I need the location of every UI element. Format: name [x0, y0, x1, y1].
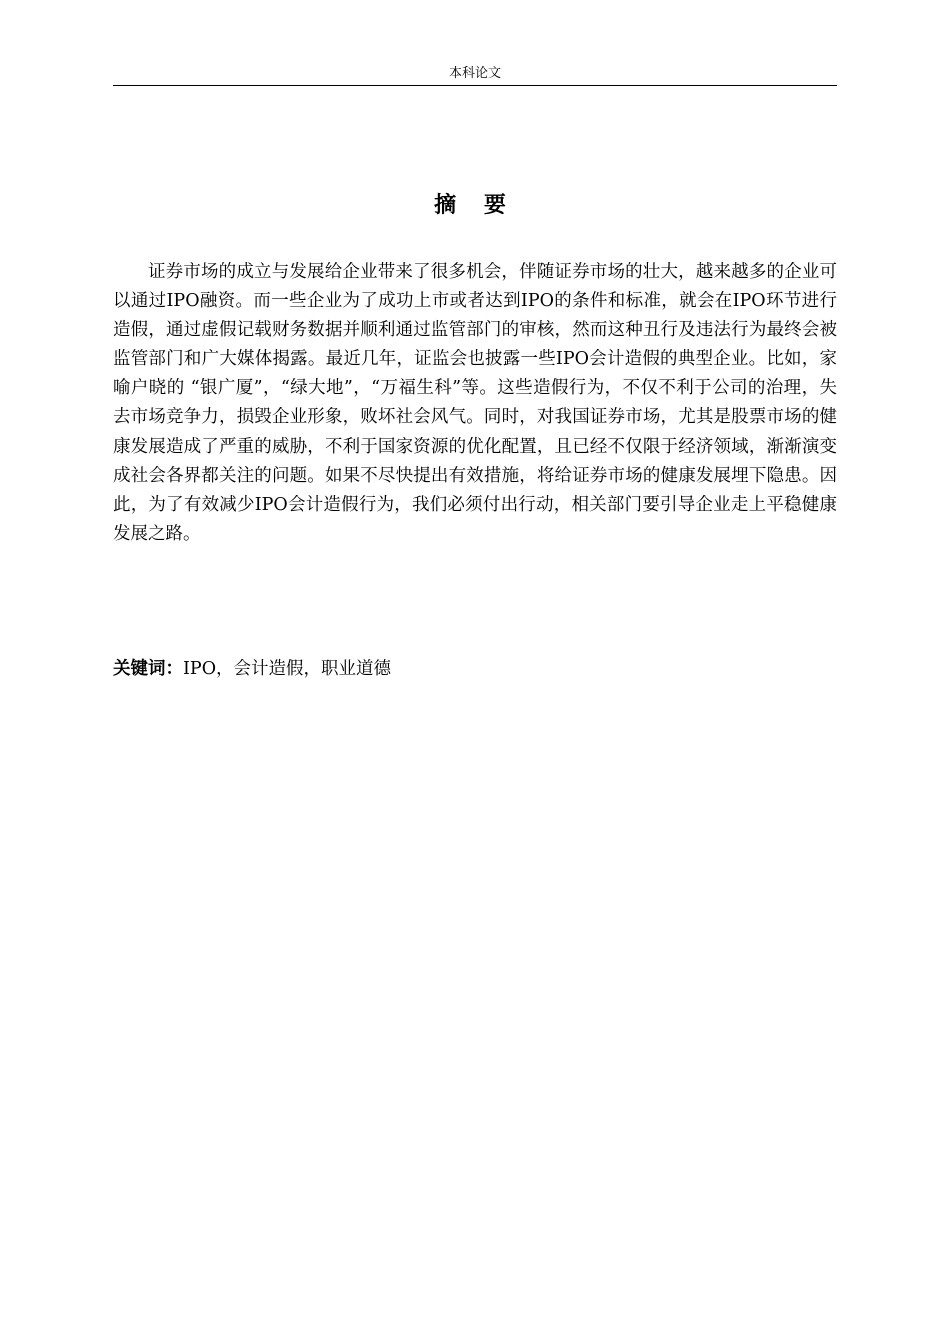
abstract-heading: 摘 要 [434, 193, 516, 218]
abstract-paragraph: 证券市场的成立与发展给企业带来了很多机会，伴随证券市场的壮大，越来越多的企业可以通过IPO融资。而一些企业为了成功上市或者达到IPO的条件和标准，就会在IPO环节进行造假，通过虚假记载财务数据并顺利通过监管部门的审核，然而这种丑行及违法行为最终会被监管部门和广大媒体揭露。最近几年，证监会也披露一些IPO会计造假的典型企业。比如，家喻户晓的 “银广厦”，“绿大地”，“万福生科”等。这些造假行为，不仅不利于公司的治理，失去市场竞争力，损毁企业形象，败坏社会风气。同时，对我国证券市场，尤其是股票市场的健康发展造成了严重的威胁，不利于国家资源的优化配置，且已经不仅限于经济领域，渐渐演变成社会各界都关注的问题。如果不尽快提出有效措施，将给证券市场的健康发展埋下隐患。因此，为了有效减少IPO会计造假行为，我们必须付出行动，相关部门要引导企业走上平稳健康发展之路。 [113, 262, 837, 544]
keywords-line [113, 655, 837, 683]
keywords-label: 关键词： [113, 659, 183, 679]
keywords-value: IPO，会计造假，职业道德 [183, 659, 392, 679]
running-header: 本科论文 [448, 66, 501, 81]
header-divider [113, 85, 837, 86]
